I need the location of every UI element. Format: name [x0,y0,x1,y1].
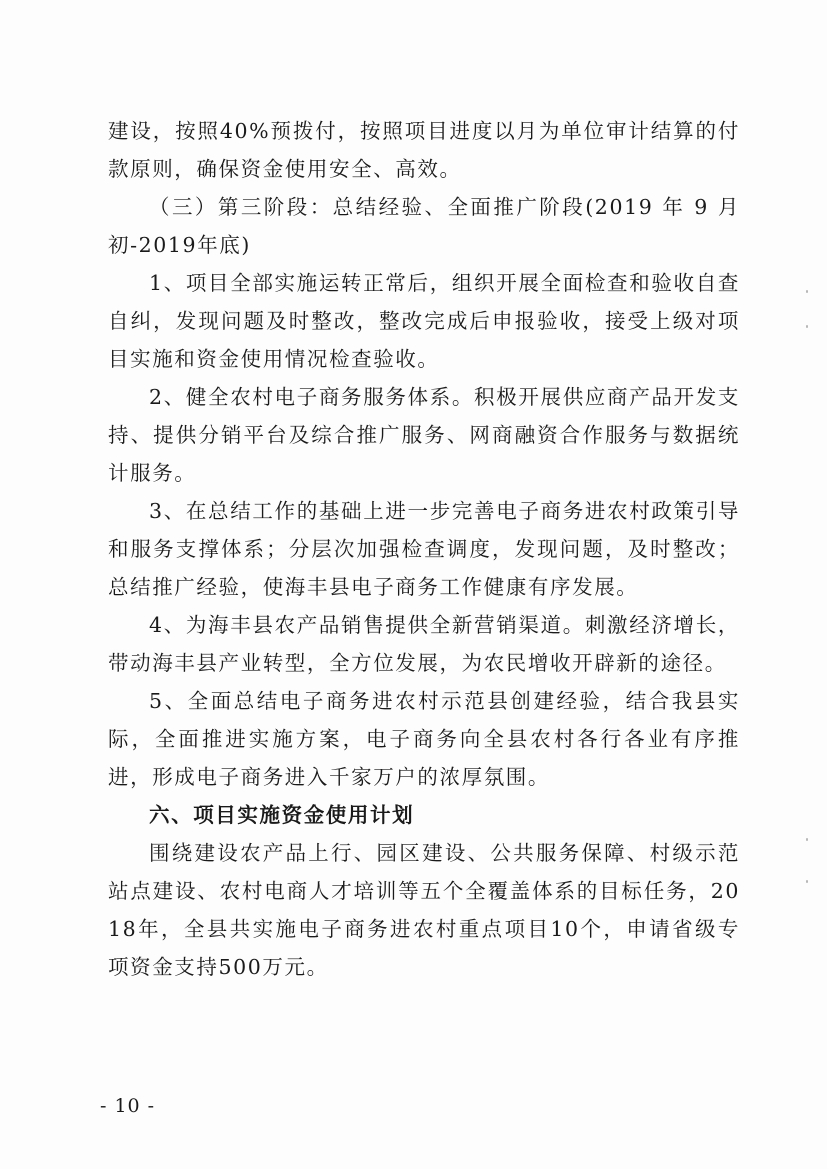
paragraph-continuation: 建设，按照40%预拨付，按照项目进度以月为单位审计结算的付款原则，确保资金使用安全、高效。 [108,119,740,181]
document-body [108,112,740,986]
scan-speck [806,838,808,841]
paragraph-item-1: 1、项目全部实施运转正常后，组织开展全面检查和验收自查自纠，发现问题及时整改，整改完成后申报验收，接受上级对项目实施和资金使用情况检查验收。 [108,271,740,371]
paragraph-funding-plan: 围绕建设农产品上行、园区建设、公共服务保障、村级示范站点建设、农村电商人才培训等五个全覆盖体系的目标任务，2018年，全县共实施电子商务进农村重点项目10个，申请省级专项资金支持500万元。 [108,841,740,979]
scan-speck [806,880,808,883]
section-heading: 六、项目实施资金使用计划 [149,803,415,827]
scan-speck [806,290,808,293]
paragraph-item-3: 3、在总结工作的基础上进一步完善电子商务进农村政策引导和服务支撑体系；分层次加强检查调度，发现问题，及时整改；总结推广经验，使海丰县电子商务工作健康有序发展。 [108,499,740,599]
paragraph-item-2: 2、健全农村电子商务服务体系。积极开展供应商产品开发支持、提供分销平台及综合推广服务、网商融资合作服务与数据统计服务。 [108,385,740,485]
page-number: - 10 - [100,1095,156,1117]
paragraph-item-5: 5、全面总结电子商务进农村示范县创建经验，结合我县实际，全面推进实施方案，电子商务向全县农村各行各业有序推进，形成电子商务进入千家万户的浓厚氛围。 [108,689,740,789]
paragraph-phase3-title: （三）第三阶段：总结经验、全面推广阶段(2019 年 9 月初-2019年底) [108,195,740,257]
paragraph-item-4: 4、为海丰县农产品销售提供全新营销渠道。刺激经济增长，带动海丰县产业转型，全方位发展，为农民增收开辟新的途径。 [108,613,740,675]
scan-speck [806,325,808,328]
